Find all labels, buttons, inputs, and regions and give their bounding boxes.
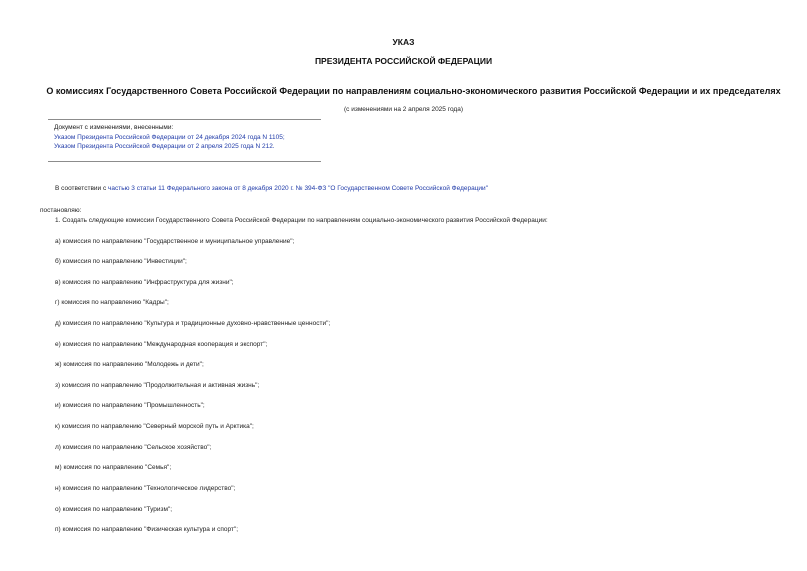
issuer-heading: ПРЕЗИДЕНТА РОССИЙСКОЙ ФЕДЕРАЦИИ xyxy=(314,56,493,66)
change-link-1105[interactable]: Указом Президента Российской Федерации от 24 декабря 2024 года N 1105; xyxy=(54,133,285,141)
list-item: н) комиссия по направлению "Технологическое лидерство"; xyxy=(55,485,236,492)
preamble xyxy=(55,185,488,192)
list-item: к) комиссия по направлению "Северный морской путь и Арктика"; xyxy=(55,423,254,430)
decree-word: постановляю: xyxy=(40,207,82,214)
list-item: б) комиссия по направлению "Инвестиции"; xyxy=(55,258,187,265)
list-item: а) комиссия по направлению "Государственное и муниципальное управление"; xyxy=(55,238,295,245)
law-link[interactable]: частью 3 статьи 11 Федерального закона от 8 декабря 2020 г. № 394-ФЗ "О Государственном Совете Российской Федерации" xyxy=(108,185,488,192)
list-item: м) комиссия по направлению "Семья"; xyxy=(55,464,172,471)
change-link-212[interactable]: Указом Президента Российской Федерации от 2 апреля 2025 года N 212. xyxy=(54,143,275,150)
list-item: з) комиссия по направлению "Продолжительная и активная жизнь"; xyxy=(55,382,260,389)
changes-intro: Документ с изменениями, внесенными: xyxy=(54,124,174,131)
document-type-heading: УКАЗ xyxy=(392,37,415,47)
list-item: о) комиссия по направлению "Туризм"; xyxy=(55,506,173,513)
preamble-prefix: В соответствии с xyxy=(55,185,109,192)
list-item: г) комиссия по направлению "Кадры"; xyxy=(55,299,169,306)
list-item: л) комиссия по направлению "Сельское хозяйство"; xyxy=(55,444,212,451)
clause-1: 1. Создать следующие комиссии Государственного Совета Российской Федерации по направлениям социально-экономического развития Российской Федерации: xyxy=(55,217,548,224)
edition-note: (с изменениями на 2 апреля 2025 года) xyxy=(343,106,463,113)
list-item: п) комиссия по направлению "Физическая культура и спорт"; xyxy=(55,526,239,533)
list-item: и) комиссия по направлению "Промышленность"; xyxy=(55,402,205,409)
list-item: е) комиссия по направлению "Международная кооперация и экспорт"; xyxy=(55,341,268,348)
list-item: ж) комиссия по направлению "Молодежь и дети"; xyxy=(55,361,204,368)
changes-box xyxy=(48,119,321,162)
document-title: О комиссиях Государственного Совета Российской Федерации по направлениям социально-экономического развития Российской Федерации и их председателях xyxy=(46,86,781,96)
list-item: в) комиссия по направлению "Инфраструктура для жизни"; xyxy=(55,279,234,286)
list-item: д) комиссия по направлению "Культура и традиционные духовно-нравственные ценности"; xyxy=(55,320,331,327)
